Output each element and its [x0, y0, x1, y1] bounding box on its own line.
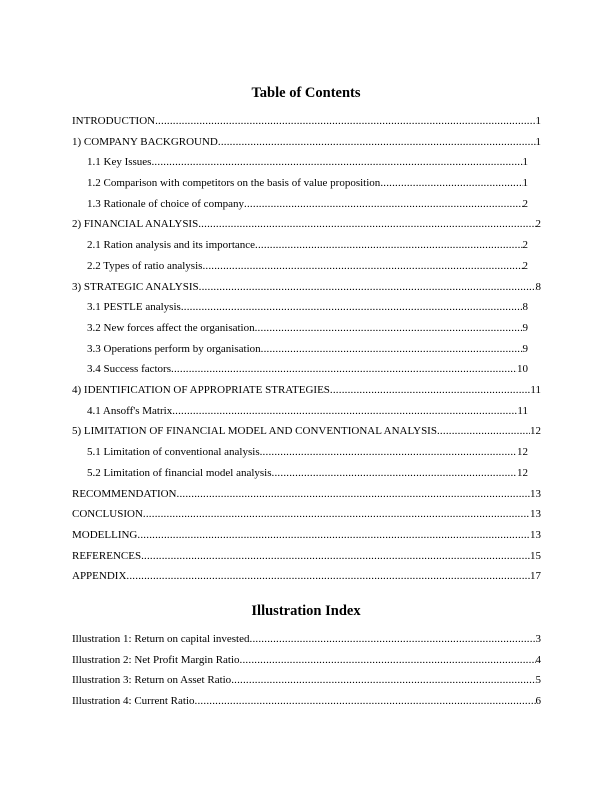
toc-entry-page: 2 — [522, 239, 528, 251]
dot-leader — [218, 135, 536, 149]
dot-leader — [272, 466, 517, 480]
dot-leader — [177, 487, 531, 501]
toc-entry[interactable] — [72, 114, 541, 128]
toc-subentry[interactable] — [87, 342, 528, 356]
toc-subentry[interactable] — [87, 300, 528, 314]
toc-entry-text: 5.2 Limitation of financial model analysis — [87, 467, 272, 479]
toc-entry-text: 3.2 New forces affect the organisation — [87, 322, 255, 334]
toc-entry-page: 17 — [530, 570, 541, 582]
toc-entry-text: 2.1 Ration analysis and its importance — [87, 239, 256, 251]
toc-entry[interactable] — [72, 383, 541, 397]
toc-subentry[interactable] — [87, 259, 528, 273]
illustration-entry-text: Illustration 4: Current Ratio — [72, 695, 195, 707]
toc-subentry[interactable] — [87, 155, 528, 169]
toc-entry-page: 1 — [535, 115, 541, 127]
toc-entry[interactable] — [72, 217, 541, 231]
toc-entry-text: 5.1 Limitation of conventional analysis — [87, 446, 260, 458]
toc-entry-text: 4.1 Ansoff's Matrix — [87, 405, 173, 417]
toc-entry-text: 3.3 Operations perform by organisation — [87, 343, 261, 355]
toc-entry-page: 15 — [530, 550, 541, 562]
toc-entry[interactable] — [72, 487, 541, 501]
toc-entry-text: 3) STRATEGIC ANALYSIS — [72, 281, 199, 293]
toc-entry-page: 10 — [517, 363, 528, 375]
dot-leader — [437, 424, 530, 438]
illustration-entry-page: 3 — [535, 633, 541, 645]
dot-leader — [202, 259, 522, 273]
dot-leader — [141, 549, 530, 563]
toc-title: Table of Contents — [251, 85, 361, 101]
illustration-entry[interactable] — [72, 653, 541, 667]
toc-entry-page: 13 — [530, 488, 541, 500]
toc-subentry[interactable] — [87, 362, 528, 376]
illustration-entry[interactable] — [72, 694, 541, 708]
toc-entry-page: 12 — [530, 425, 541, 437]
toc-entry-text: 2) FINANCIAL ANALYSIS — [72, 218, 199, 230]
dot-leader — [143, 507, 530, 521]
dot-leader — [260, 445, 517, 459]
toc-subentry[interactable] — [87, 404, 528, 418]
dot-leader — [198, 217, 535, 231]
dot-leader — [250, 632, 536, 646]
toc-entry[interactable] — [72, 280, 541, 294]
dot-leader — [137, 528, 530, 542]
toc-entry-page: 13 — [530, 529, 541, 541]
toc-entry-text: 1.1 Key Issues — [87, 156, 152, 168]
illustration-entry-text: Illustration 3: Return on Asset Ratio — [72, 674, 232, 686]
illustration-entry-text: Illustration 2: Net Profit Margin Ratio — [72, 654, 240, 666]
dot-leader — [330, 383, 531, 397]
dot-leader — [255, 321, 523, 335]
toc-entry-text: RECOMMENDATION — [72, 488, 177, 500]
toc-entry-text: MODELLING — [72, 529, 138, 541]
toc-entry-text: 5) LIMITATION OF FINANCIAL MODEL AND CONVENTIONAL ANALYSIS — [72, 425, 437, 437]
dot-leader — [231, 673, 535, 687]
toc-entry[interactable] — [72, 135, 541, 149]
toc-entry-page: 11 — [530, 384, 541, 396]
toc-entry-text: 3.4 Success factors — [87, 363, 172, 375]
toc-entry-page: 1 — [522, 156, 528, 168]
toc-entry-page: 1 — [522, 177, 528, 189]
toc-entry-page: 12 — [517, 446, 528, 458]
toc-entry[interactable] — [72, 507, 541, 521]
toc-subentry[interactable] — [87, 238, 528, 252]
illustration-entry[interactable] — [72, 673, 541, 687]
toc-entry-text: INTRODUCTION — [72, 115, 156, 127]
dot-leader — [172, 404, 517, 418]
dot-leader — [244, 197, 522, 211]
toc-entry-text: REFERENCES — [72, 550, 142, 562]
dot-leader — [255, 238, 522, 252]
dot-leader — [261, 342, 523, 356]
dot-leader — [181, 300, 523, 314]
toc-entry-page: 2 — [535, 218, 541, 230]
dot-leader — [155, 114, 535, 128]
toc-subentry[interactable] — [87, 197, 528, 211]
dot-leader — [151, 155, 522, 169]
toc-entry-page: 1 — [535, 136, 541, 148]
toc-subentry[interactable] — [87, 176, 528, 190]
dot-leader — [171, 362, 517, 376]
toc-entry-page: 2 — [522, 260, 528, 272]
toc-entry-text: APPENDIX — [72, 570, 127, 582]
toc-entry[interactable] — [72, 569, 541, 583]
toc-entry-page: 9 — [522, 343, 528, 355]
toc-entry-text: 1.3 Rationale of choice of company — [87, 198, 245, 210]
toc-entry[interactable] — [72, 528, 541, 542]
toc-entry-text: 3.1 PESTLE analysis — [87, 301, 181, 313]
illustration-entry-page: 4 — [535, 654, 541, 666]
illustration-entry-page: 5 — [535, 674, 541, 686]
toc-entry-text: CONCLUSION — [72, 508, 143, 520]
toc-entry-page: 8 — [522, 301, 528, 313]
toc-entry-text: 4) IDENTIFICATION OF APPROPRIATE STRATEGIES — [72, 384, 330, 396]
toc-entry-text: 2.2 Types of ratio analysis — [87, 260, 203, 272]
toc-subentry[interactable] — [87, 466, 528, 480]
illustration-index-title: Illustration Index — [251, 603, 361, 619]
dot-leader — [380, 176, 522, 190]
toc-entry-page: 13 — [530, 508, 541, 520]
dot-leader — [195, 694, 536, 708]
toc-subentry[interactable] — [87, 445, 528, 459]
toc-subentry[interactable] — [87, 321, 528, 335]
toc-entry-page: 2 — [522, 198, 528, 210]
illustration-entry-text: Illustration 1: Return on capital invested — [72, 633, 250, 645]
toc-entry[interactable] — [72, 424, 541, 438]
dot-leader — [199, 280, 536, 294]
toc-entry-page: 11 — [517, 405, 528, 417]
dot-leader — [126, 569, 530, 583]
toc-entry-text: 1) COMPANY BACKGROUND — [72, 136, 218, 148]
toc-entry-text: 1.2 Comparison with competitors on the basis of value proposition — [87, 177, 381, 189]
toc-entry-page: 8 — [535, 281, 541, 293]
toc-entry[interactable] — [72, 549, 541, 563]
illustration-entry[interactable] — [72, 632, 541, 646]
toc-entry-page: 12 — [517, 467, 528, 479]
illustration-entry-page: 6 — [535, 695, 541, 707]
dot-leader — [240, 653, 536, 667]
toc-entry-page: 9 — [522, 322, 528, 334]
